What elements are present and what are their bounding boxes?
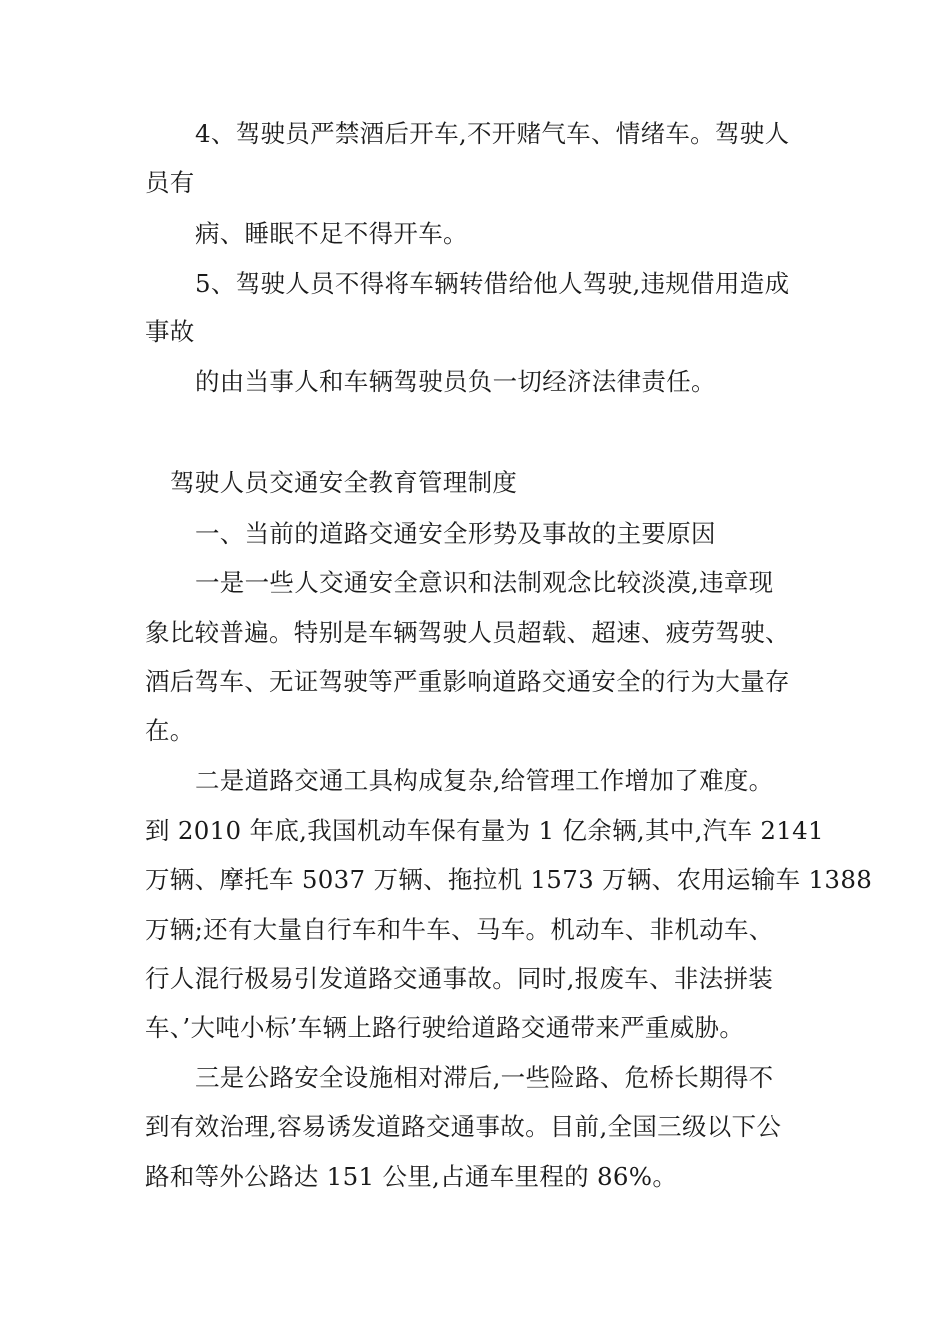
text-line: 象比较普遍。特别是车辆驾驶人员超载、超速、疲劳驾驶、 bbox=[145, 618, 790, 647]
text-line: 万辆、摩托车 5037 万辆、拖拉机 1573 万辆、农用运输车 1388 bbox=[145, 865, 873, 894]
text-line: 路和等外公路达 151 公里,占通车里程的 86%。 bbox=[145, 1162, 678, 1191]
text-line: 在。 bbox=[145, 716, 195, 745]
text-line: 车、’大吨小标’车辆上路行驶给道路交通带来严重威胁。 bbox=[145, 1013, 745, 1042]
text-line: 到有效治理,容易诱发道路交通事故。目前,全国三级以下公 bbox=[145, 1112, 782, 1141]
text-line: 二是道路交通工具构成复杂,给管理工作增加了难度。 bbox=[195, 766, 774, 795]
section-title: 驾驶人员交通安全教育管理制度 bbox=[170, 468, 518, 497]
text-line: 行人混行极易引发道路交通事故。同时,报废车、非法拼装 bbox=[145, 964, 774, 993]
text-line: 员有 bbox=[145, 168, 195, 197]
text-line: 病、睡眠不足不得开车。 bbox=[195, 219, 468, 248]
text-line: 5、驾驶人员不得将车辆转借给他人驾驶,违规借用造成 bbox=[195, 269, 790, 298]
text-line: 事故 bbox=[145, 317, 195, 346]
text-line: 三是公路安全设施相对滞后,一些险路、危桥长期得不 bbox=[195, 1063, 774, 1092]
text-line: 到 2010 年底,我国机动车保有量为 1 亿余辆,其中,汽车 2141 bbox=[145, 816, 824, 845]
text-line: 4、驾驶员严禁酒后开车,不开赌气车、情绪车。驾驶人 bbox=[195, 119, 790, 148]
section-heading: 一、当前的道路交通安全形势及事故的主要原因 bbox=[195, 519, 716, 548]
text-line: 万辆;还有大量自行车和牛车、马车。机动车、非机动车、 bbox=[145, 915, 774, 944]
text-line: 一是一些人交通安全意识和法制观念比较淡漠,违章现 bbox=[195, 568, 774, 597]
text-line: 的由当事人和车辆驾驶员负一切经济法律责任。 bbox=[195, 367, 716, 396]
text-line: 酒后驾车、无证驾驶等严重影响道路交通安全的行为大量存 bbox=[145, 667, 790, 696]
